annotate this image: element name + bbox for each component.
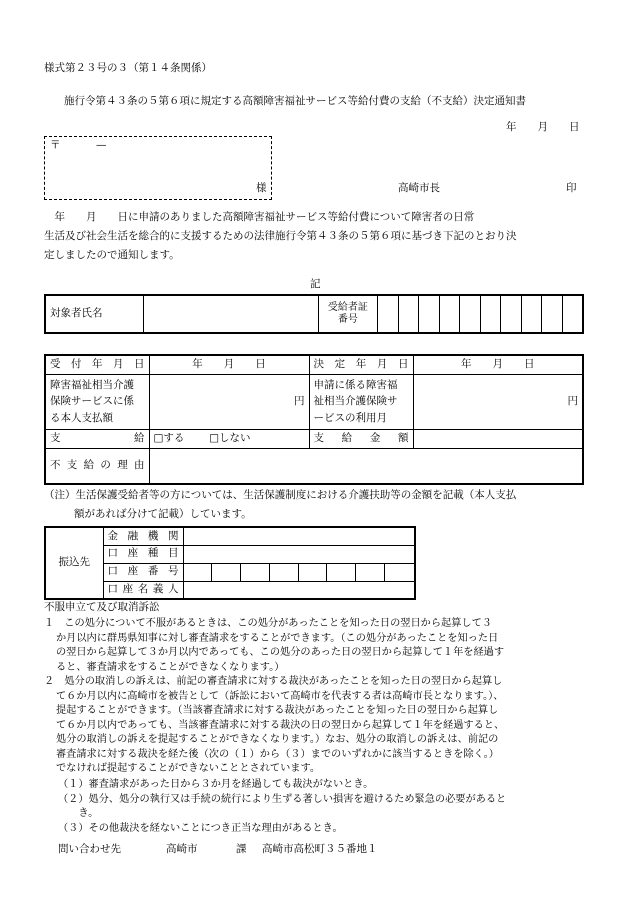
appeal-item: （３）その他裁決を経ないことにつき正当な理由があるとき。 — [58, 822, 343, 834]
payment-yes-checkbox[interactable]: □する — [153, 431, 185, 444]
postal-mark: 〒 — [50, 139, 61, 151]
postal-dash: — — [96, 139, 107, 151]
account-digit — [327, 563, 356, 581]
intro-line-3: 定しましたので通知します。 — [44, 249, 180, 261]
account-type-label: 口座種目 — [103, 545, 183, 563]
self-payment-label: 障害福祉相当介護 保険サービスに係 る本人支払額 — [45, 374, 149, 429]
contact-city: 高崎市 — [166, 843, 198, 855]
account-digit — [212, 563, 241, 581]
address-box — [44, 136, 272, 200]
bank-group-label: 振込先 — [45, 527, 103, 599]
payment-no-checkbox[interactable]: □しない — [209, 431, 251, 444]
cert-digit — [439, 295, 460, 333]
account-holder-label: 口座名義人 — [103, 581, 183, 599]
cert-digit — [419, 295, 440, 333]
form-number: 様式第２３号の３（第１４条関係） — [44, 62, 212, 74]
account-digit — [241, 563, 270, 581]
cert-digit — [521, 295, 542, 333]
account-type-value — [183, 545, 415, 563]
ki-label: 記 — [310, 278, 321, 290]
intro-line-1: 年 月 日に申請のありました高額障害福祉サービス等給付費について障害者の日常 — [44, 211, 475, 223]
payment-label: 支給 — [45, 429, 149, 448]
issue-date: 年 月 日 — [506, 121, 580, 133]
main-table — [44, 354, 584, 485]
payment-amount-label: 支給金額 — [309, 429, 413, 448]
note-line-2: 額があれば分けて記載）しています。 — [74, 508, 252, 520]
appeal-paragraph-2: ２ 処分の取消しの訴えは、前記の審査請求に対する裁決があったことを知った日の翌日から起算し て６か月以内に高崎市を被告として（訴訟において高崎市を代表する者は高崎市長となります。）、 提起することができます。（当該審査請求に対する裁決があったことを知った日の翌日から起算し て６か月以内であっても、当該審査請求に対する裁決の日の翌日から起算して１年を経過すると、 処分の取消しの訴えを提起することができなくなります。）なお、処分の取消しの訴えは、前記の 審査請求に対する裁決を経た後（次の（１）から（３）までのいずれかに該当するときを除く。） でなければ提起することができないこととされています。 — [44, 676, 505, 774]
self-payment-yen: 円 — [149, 374, 309, 429]
received-date-value: 年 月 日 — [149, 355, 309, 374]
decision-date-label: 決定年月日 — [309, 355, 413, 374]
contact-label: 問い合わせ先 — [58, 843, 121, 855]
account-digit — [356, 563, 385, 581]
appeal-item: （２）処分、処分の執行又は手続の続行により生ずる著しい損害を避けるため緊急の必要があると — [58, 793, 507, 805]
issuer-name: 高崎市長 — [398, 182, 440, 194]
recipient-table — [44, 294, 584, 334]
payment-amount-value — [413, 429, 583, 448]
non-payment-reason-label: 不支給の理由 — [45, 448, 149, 484]
cert-digit — [378, 295, 399, 333]
recipient-name-value — [144, 295, 319, 333]
document-title: 施行令第４３条の５第６項に規定する高額障害福祉サービス等給付費の支給（不支給）決定通知書 — [64, 95, 526, 107]
honorific-sama: 様 — [256, 182, 267, 194]
non-payment-reason-value — [149, 448, 583, 484]
payment-options — [149, 429, 309, 448]
seal-mark: 印 — [566, 182, 577, 194]
note-line-1: （注）生活保護受給者等の方については、生活保護制度における介護扶助等の金額を記載（本人支払 — [44, 489, 517, 501]
cert-digit — [501, 295, 522, 333]
appeal-item: き。 — [58, 808, 99, 819]
contact-ka: 課 — [236, 843, 247, 855]
cert-digit — [460, 295, 481, 333]
account-digit — [269, 563, 298, 581]
account-digit — [298, 563, 327, 581]
intro-line-2: 生活及び社会生活を総合的に支援するための法律施行令第４３条の５第６項に基づき下記のとおり決 — [44, 230, 517, 242]
applied-service-month-label: 申請に係る障害福 祉相当介護保険サ ービスの利用月 — [309, 374, 413, 429]
bank-name-label: 金融機関 — [103, 527, 183, 545]
appeal-item: （１）審査請求があった日から３か月を経過しても裁決がないとき。 — [58, 779, 374, 790]
cert-digit — [562, 295, 583, 333]
applied-service-yen: 円 — [413, 374, 583, 429]
bank-transfer-table — [44, 526, 416, 600]
appeal-heading: 不服申立て及び取消訴訟 — [44, 601, 160, 613]
cert-digit — [542, 295, 563, 333]
cert-digit — [398, 295, 419, 333]
certificate-number-label: 受給者証 番号 — [318, 295, 378, 333]
contact-address: 高崎市高松町３５番地１ — [262, 843, 378, 855]
appeal-items — [58, 778, 506, 836]
account-number-label: 口座番号 — [103, 563, 183, 581]
received-date-label: 受付年月日 — [45, 355, 149, 374]
recipient-name-label: 対象者氏名 — [45, 295, 144, 333]
account-digit — [183, 563, 212, 581]
decision-date-value: 年 月 日 — [413, 355, 583, 374]
account-digit — [385, 563, 415, 581]
bank-name-value — [183, 527, 415, 545]
cert-digit — [480, 295, 501, 333]
account-holder-value — [183, 581, 415, 599]
appeal-paragraph-1: １ この処分について不服があるときは、この処分があったことを知った日の翌日から起算して３ か月以内に群馬県知事に対し審査請求をすることができます。（この処分があったことを知った日 の翌日から起算して３か月以内であっても、この処分のあった日の翌日から起算して１年を経過す ると、審査請求をすることができなくなります。） — [44, 618, 505, 673]
